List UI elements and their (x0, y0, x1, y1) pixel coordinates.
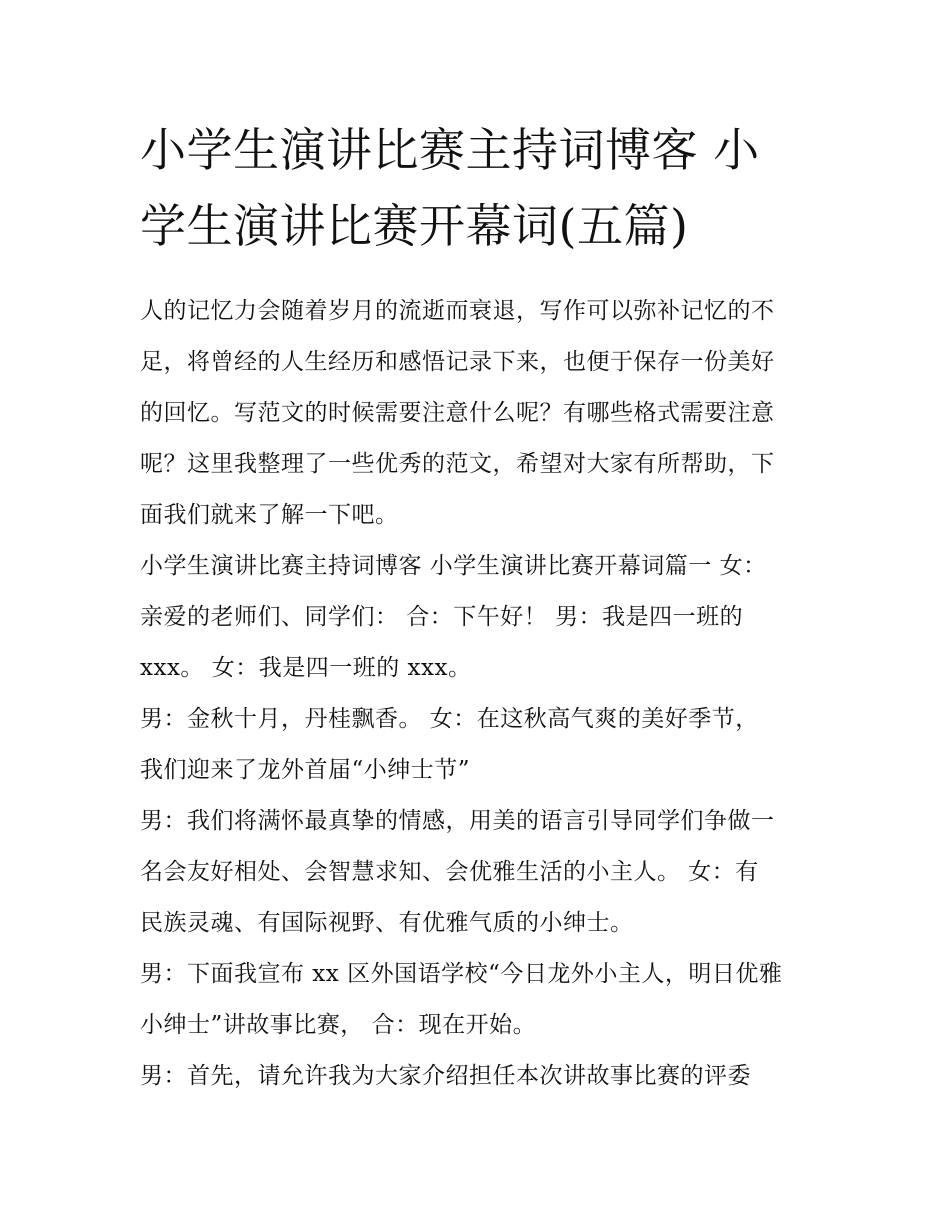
text-line: 民族灵魂、有国际视野、有优雅气质的小绅士。 (140, 910, 634, 936)
document-title (140, 112, 812, 264)
text-line: 男：金秋十月，丹桂飘香。 女：在这秋高气爽的美好季节， (140, 706, 759, 732)
text-line: 的回忆。写范文的时候需要注意什么呢？有哪些格式需要注意 (140, 400, 775, 426)
text-line: xxx。 女：我是四一班的 xxx。 (140, 655, 472, 681)
text-line: 男：首先，请允许我为大家介绍担任本次讲故事比赛的评委 (140, 1063, 751, 1089)
document-content (140, 112, 812, 1102)
text-line: 名会友好相处、会智慧求知、会优雅生活的小主人。 女：有 (140, 859, 759, 885)
document-body (140, 286, 812, 1102)
text-line: 小学生演讲比赛主持词博客 小学生演讲比赛开幕词篇一 女： (140, 553, 767, 579)
text-line: 小绅士”讲故事比赛， 合：现在开始。 (140, 1012, 537, 1038)
text-line: 呢？这里我整理了一些优秀的范文，希望对大家有所帮助，下 (140, 451, 775, 477)
title-line: 学生演讲比赛开幕词(五篇) (140, 199, 689, 253)
text-line: 男：我们将满怀最真挚的情感，用美的语言引导同学们争做一 (140, 808, 775, 834)
text-line: 我们迎来了龙外首届“小绅士节” (140, 757, 471, 783)
title-line: 小学生演讲比赛主持词博客 小 (140, 123, 760, 177)
text-line: 男：下面我宣布 xx 区外国语学校“今日龙外小主人，明日优雅 (140, 961, 783, 987)
text-line: 面我们就来了解一下吧。 (140, 502, 399, 528)
text-line: 人的记忆力会随着岁月的流逝而衰退，写作可以弥补记忆的不 (140, 298, 775, 324)
text-line: 亲爱的老师们、同学们： 合：下午好！ 男：我是四一班的 (140, 604, 744, 630)
text-line: 足，将曾经的人生经历和感悟记录下来，也便于保存一份美好 (140, 349, 775, 375)
